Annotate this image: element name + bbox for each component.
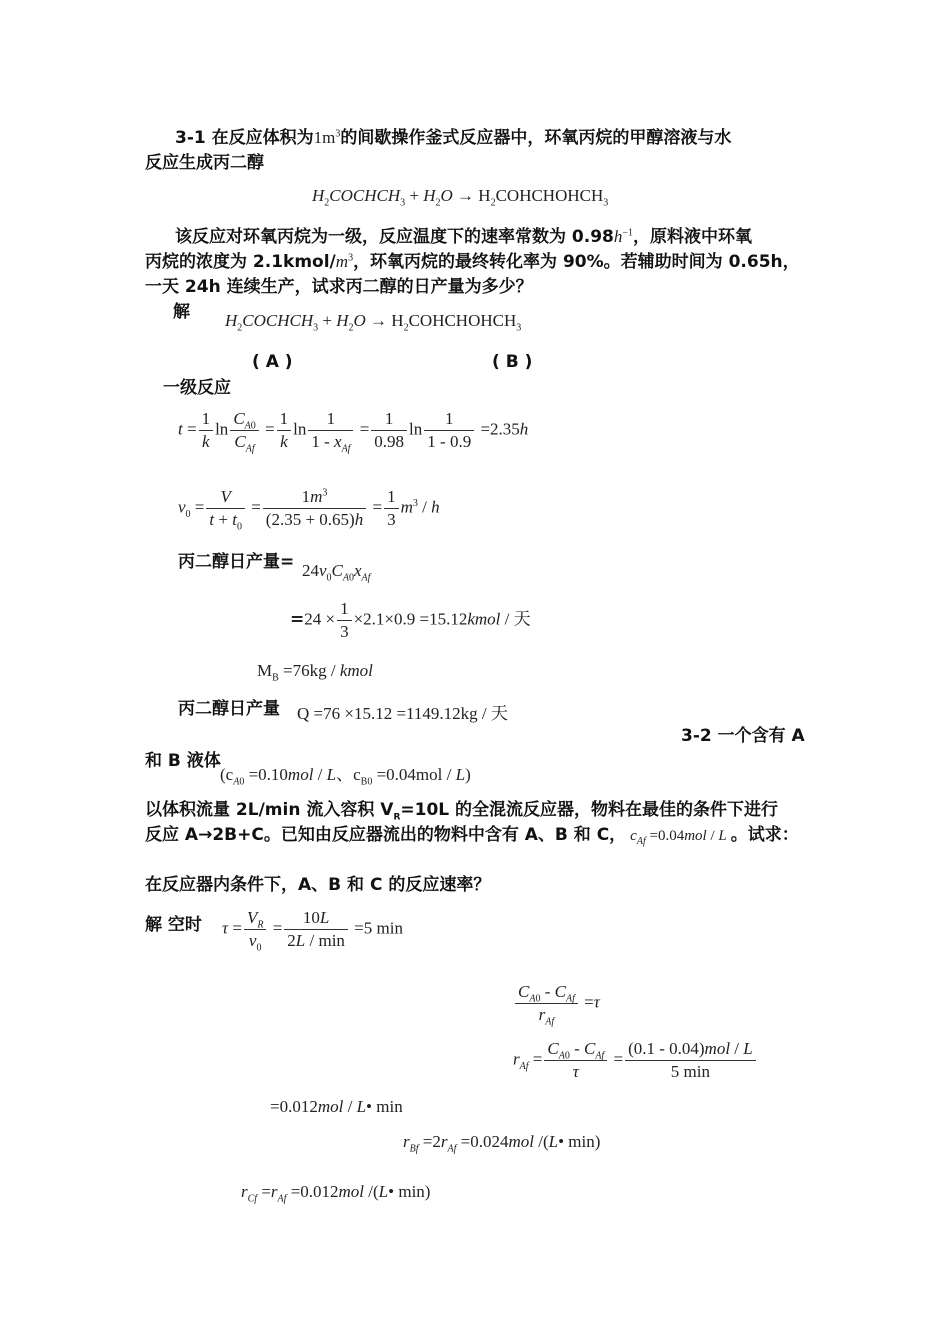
problem-3-2-line1: 和 B 液体 [145,751,221,771]
daily-output-q-label: 丙二醇日产量 [178,699,280,719]
problem-3-2-line3: 反应 A→2B+C。已知由反应器流出的物料中含有 A、B 和 C， $c_{Af} =0.04mol / L$ 。试求： [145,825,799,847]
label-b: ( B ) [492,352,533,372]
daily-output-expr: $24v_0C_{A0}x_{Af}$ [302,561,371,584]
problem-3-2-head: 3-2 一个含有 A [681,726,805,746]
rate-a-equation: $r_{Af}$ = $\frac{C_{A0} - C_{Af}}{\tau}$ = $\frac{\text{(0.1 - 0.04)mol / L}}{5 \min}$ [513,1038,758,1083]
first-order-label: 一级反应 [163,378,231,398]
molar-mass: $M_B =76kg$ / kmol [257,661,373,684]
rate-a-result: =0.012mol / L• min [270,1097,403,1116]
reaction-equation-2: $H_2COCHCH_3 + H_2O$ → $H_2COHCHOHCH_3$ [225,311,522,334]
reaction-equation: $H_2COCHCH_3 + H_2O$ → $H_2COHCHOHCH_3$ [312,186,609,209]
conditions-line3: 一天 24h 连续生产，试求丙二醇的日产量为多少？ [145,277,533,297]
conditions-line1: 该反应对环氧丙烷为一级，反应温度下的速率常数为 $0.98h^{-1}$，原料液中环氧 [175,227,753,247]
rate-c-result: $r_{Cf} =r_{Af} =0.012mol$ /(L• min) [241,1182,431,1205]
time-equation: t = $\frac{1}{k}$ ln $\frac{C_{A0}}{C_{Af}}$ = $\frac{1}{k}$ ln $\frac{1}{1 - x_{Af}}$ = $\frac{1}{0.98}$ ln $\frac{1}{1 - 0.9}$ =2.35h [178,409,529,455]
daily-output-label: 丙二醇日产量= [178,552,295,572]
volume-expr: $1m^3$ [313,128,341,147]
daily-output-calc: =24 × $\frac{1}{3}$ ×2.1×0.9 =15.12kmol / 天 [290,599,531,641]
solution-label-2: 解 空时 [145,915,202,935]
intro-text-a: 3-1 在反应体积为 [175,128,314,148]
problem-3-2-line2: 以体积流量 2L/min 流入容积 $V_R=10L$ 的全混流反应器，物料在最佳的条件下进行 [145,800,779,823]
conditions-line2: 丙烷的浓度为 $2.1kmol/m^3$，环氧丙烷的最终转化率为 90%。若辅助时间为 0.65h， [145,252,800,272]
label-a: ( A ) [252,352,293,372]
rate-b-result: $r_{Bf} =2r_{Af} =0.024mol$ /(L• min) [403,1132,601,1155]
daily-output-q: Q =76 ×15.12 =1149.12kg / 天 [297,704,508,723]
flow-rate-equation: $v_0$ = $\frac{V}{t + t_0}$ = $\frac{1m^3}{(2.35 + 0.65)h}$ = $\frac{1}{3}$ $m^3$ / h [178,487,440,533]
rate-definition: $\frac{C_{A0} - C_{Af}}{r_{Af}}$ =τ [513,981,600,1026]
problem-3-1-intro-line2: 反应生成丙二醇 [145,153,264,173]
intro-text-b: 的间歇操作釜式反应器中，环氧丙烷的甲醇溶液与水 [340,128,732,148]
problem-3-2-line4: 在反应器内条件下，A、B 和 C 的反应速率？ [145,875,491,895]
feed-concentrations: ($c_{A0} =0.10mol / L$、$c_{B0} =0.04mol / L$) [220,765,471,788]
space-time-equation: τ = $\frac{V_R}{v_0}$ = $\frac{10L}{2L / \min}$ =5 min [222,908,403,954]
solution-label: 解 [173,302,190,322]
problem-3-1-intro [175,126,731,150]
